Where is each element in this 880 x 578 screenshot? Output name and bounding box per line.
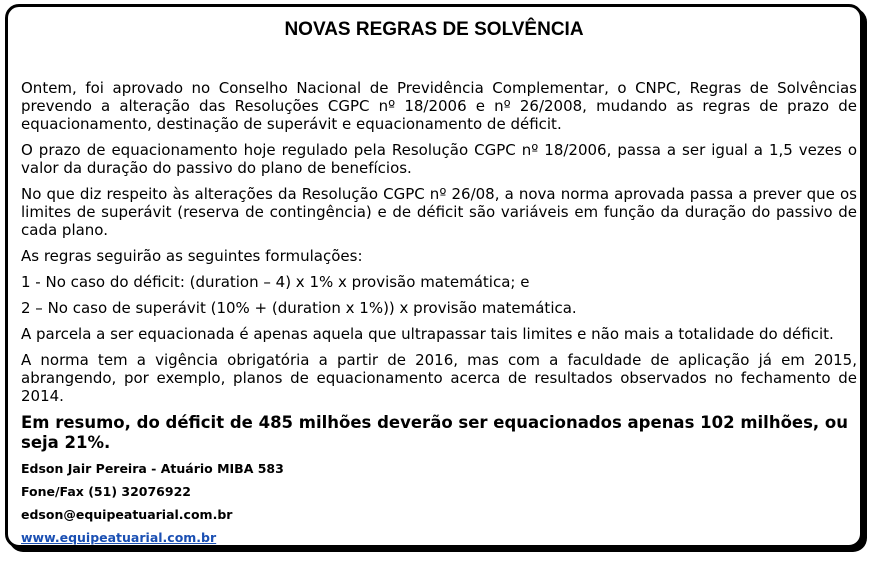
signature-email[interactable]: edson@equipeatuarial.com.br bbox=[21, 507, 233, 522]
signature-phone: Fone/Fax (51) 32076922 bbox=[21, 484, 191, 499]
paragraph-portion: A parcela a ser equacionada é apenas aquela que ultrapassar tais limites e não mais a totalidade do déficit. bbox=[21, 325, 834, 343]
paragraph-rule-surplus: 2 – No caso de superávit (10% + (duration x 1%)) x provisão matemática. bbox=[21, 299, 577, 317]
document-body bbox=[21, 79, 857, 553]
website-link[interactable]: www.equipeatuarial.com.br bbox=[21, 530, 217, 545]
paragraph-deadline: O prazo de equacionamento hoje regulado pela Resolução CGPC nº 18/2006, passa a ser igual a 1,5 vezes o valor da duração do passivo do plano de benefícios. bbox=[21, 141, 857, 177]
summary-statement: Em resumo, do déficit de 485 milhões deverão ser equacionados apenas 102 milhões, ou seja 21%. bbox=[21, 413, 849, 452]
paragraph-rules-intro: As regras seguirão as seguintes formulações: bbox=[21, 247, 363, 265]
document-frame bbox=[5, 4, 863, 548]
paragraph-limits: No que diz respeito às alterações da Resolução CGPC nº 26/08, a nova norma aprovada passa a prever que os limites de superávit (reserva de contingência) e de déficit são variáveis em função da duração do passivo de cada plano. bbox=[21, 185, 857, 239]
paragraph-approval: Ontem, foi aprovado no Conselho Nacional de Previdência Complementar, o CNPC, Regras de Solvências prevendo a alteração das Resoluções CGPC nº 18/2006 e nº 26/2008, mudando as regras de prazo de equacionamento, destinação de superávit e equacionamento de déficit. bbox=[21, 79, 857, 133]
paragraph-validity: A norma tem a vigência obrigatória a partir de 2016, mas com a faculdade de aplicação já em 2015, abrangendo, por exemplo, planos de equacionamento acerca de resultados observados no fechamento de 2014. bbox=[21, 351, 857, 405]
document-title: NOVAS REGRAS DE SOLVÊNCIA bbox=[284, 19, 584, 40]
signature-name: Edson Jair Pereira - Atuário MIBA 583 bbox=[21, 461, 284, 476]
paragraph-rule-deficit: 1 - No caso do déficit: (duration – 4) x 1% x provisão matemática; e bbox=[21, 273, 530, 291]
signature-website-row bbox=[21, 530, 857, 545]
